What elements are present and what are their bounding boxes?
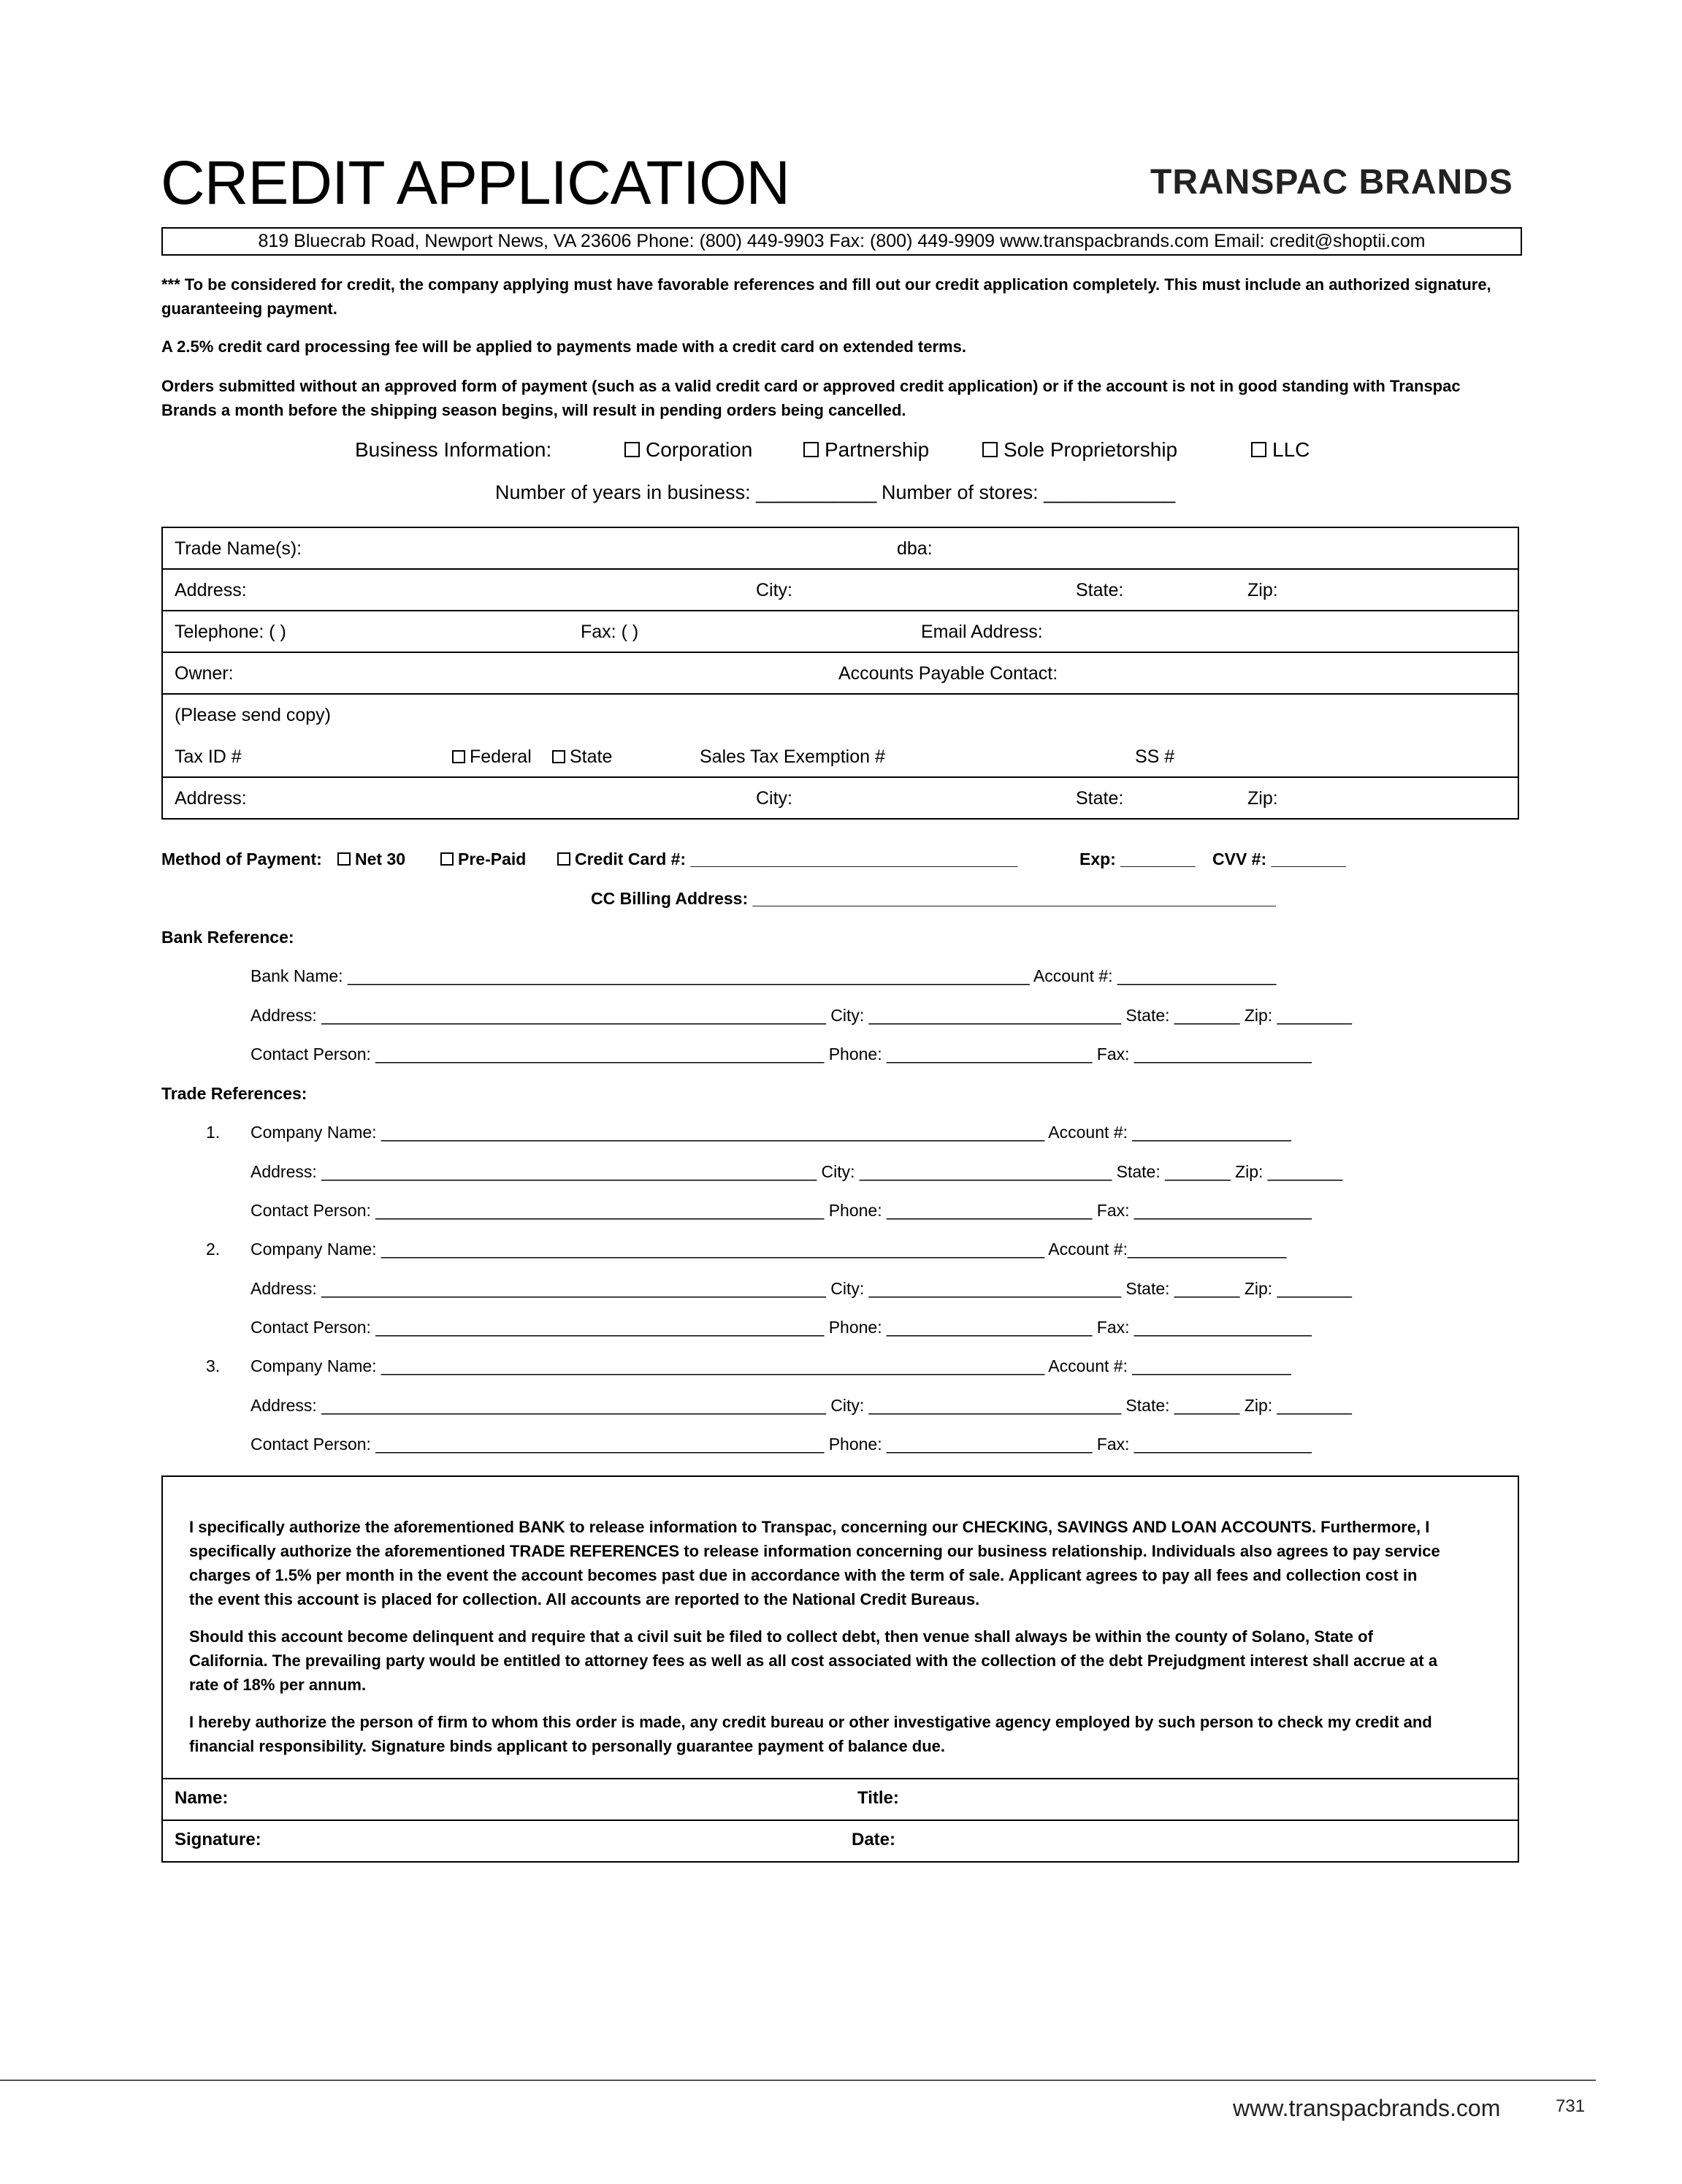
signature-date-row: [163, 1820, 1518, 1861]
checkbox-icon: [452, 750, 465, 763]
trade-ref-company-field[interactable]: Company Name: _______________________________________________________________________ Account #:_________________: [251, 1240, 1287, 1259]
years-in-business-field[interactable]: Number of years in business: ___________: [495, 481, 877, 503]
city-field[interactable]: City:: [756, 580, 792, 600]
option-partnership[interactable]: Partnership: [803, 438, 929, 462]
bank-name-field[interactable]: Bank Name: _________________________________________________________________________ Account #: _________________: [251, 966, 1277, 985]
city-field-2[interactable]: City:: [756, 788, 792, 809]
checkbox-icon: [624, 442, 640, 457]
exp-field[interactable]: Exp: ________: [1079, 849, 1196, 868]
email-field[interactable]: Email Address:: [921, 622, 1043, 642]
table-row: [163, 778, 1518, 820]
trade-ref-company-field[interactable]: Company Name: _______________________________________________________________________ Account #: _________________: [251, 1356, 1291, 1375]
ss-field[interactable]: SS #: [1135, 747, 1175, 767]
net30-checkbox[interactable]: Net 30: [337, 849, 405, 869]
table-row: [163, 528, 1518, 570]
checkbox-icon: [557, 852, 570, 866]
contact-line: 819 Bluecrab Road, Newport News, VA 23606 Phone: (800) 449-9903 Fax: (800) 449-9909 www.transpacbrands.com Email: credit@shoptii.com: [161, 227, 1522, 256]
option-corporation[interactable]: Corporation: [624, 438, 752, 462]
prepaid-checkbox[interactable]: Pre-Paid: [440, 849, 526, 869]
trade-ref-number: 3.: [206, 1356, 221, 1375]
checkbox-icon: [1251, 442, 1266, 457]
federal-checkbox[interactable]: Federal: [452, 747, 532, 768]
authorization-paragraph-credit-check: I hereby authorize the person of firm to whom this order is made, any credit bureau or other investigative agency employed by such person to check my credit and financial responsibility. Signature binds applicant to personally guarantee payment of balance due.: [189, 1713, 1432, 1755]
owner-field[interactable]: Owner:: [175, 663, 234, 684]
checkbox-icon: [552, 750, 565, 763]
cvv-field[interactable]: CVV #: ________: [1212, 849, 1346, 868]
checkbox-icon: [982, 442, 998, 457]
authorization-paragraph-delinquent: Should this account become delinquent and require that a civil suit be filed to collect debt, then venue shall always be within the county of Solano, State of California. The prevailing party would be entitled to attorney fees as well as all cost associated with the collection of the debt Prejudgment interest shall accrue at a rate of 18% per annum.: [189, 1627, 1438, 1694]
state-field[interactable]: State:: [1076, 580, 1124, 600]
title-field[interactable]: Title:: [857, 1788, 899, 1808]
fax-field[interactable]: Fax: ( ): [581, 622, 639, 642]
trade-ref-address-field[interactable]: Address: _____________________________________________________ City: ___________________________ State: _______ Zip: ________: [251, 1162, 1343, 1181]
checkbox-icon: [337, 852, 351, 866]
table-row: [163, 611, 1518, 653]
trade-ref-number: 2.: [206, 1240, 221, 1259]
checkbox-icon: [803, 442, 819, 457]
bank-reference-heading: Bank Reference:: [161, 928, 294, 947]
trade-ref-address-field[interactable]: Address: ______________________________________________________ City: ___________________________ State: _______ Zip: ________: [251, 1396, 1352, 1415]
bank-contact-field[interactable]: Contact Person: ________________________________________________ Phone: ______________________ Fax: ___________________: [251, 1045, 1312, 1064]
name-field[interactable]: Name:: [175, 1788, 229, 1808]
table-row: [163, 570, 1518, 611]
sales-tax-field[interactable]: Sales Tax Exemption #: [700, 747, 885, 767]
cc-billing-address-field[interactable]: CC Billing Address: ________________________________________________________: [591, 889, 1276, 908]
checkbox-icon: [440, 852, 454, 866]
authorization-paragraph-bank: I specifically authorize the aforementioned BANK to release information to Transpac, concerning our CHECKING, SAVINGS AND LOAN ACCOUNTS. Furthermore, I specifically authorize the aforementioned TRADE REFERENCES to release information concerning our business relationship. Individuals also agrees to pay service charges of 1.5% per month in the event the account becomes past due in accordance with the term of sale. Applicant agrees to pay all fees and collection cost in the event this account is placed for collection. All accounts are reported to the National Credit Bureaus.: [189, 1518, 1440, 1608]
company-info-table: [161, 527, 1519, 820]
zip-field[interactable]: Zip:: [1247, 580, 1278, 600]
address-field-2[interactable]: Address:: [175, 788, 247, 809]
trade-references-heading: Trade References:: [161, 1084, 307, 1103]
footer-url: www.transpacbrands.com: [1233, 2095, 1501, 2121]
authorization-text: [189, 1515, 1445, 1771]
trade-ref-contact-field[interactable]: Contact Person: ________________________________________________ Phone: ______________________ Fax: ___________________: [251, 1318, 1312, 1337]
table-row: [163, 695, 1518, 736]
bank-address-field[interactable]: Address: ______________________________________________________ City: ___________________________ State: _______ Zip: ________: [251, 1006, 1352, 1025]
payment-method-label: Method of Payment:: [161, 849, 322, 868]
table-row: [163, 736, 1518, 778]
signature-field[interactable]: Signature:: [175, 1830, 261, 1849]
notice-fee: A 2.5% credit card processing fee will be applied to payments made with a credit card on extended terms.: [161, 337, 966, 356]
trade-name-field[interactable]: Trade Name(s):: [175, 538, 302, 559]
name-title-row: [163, 1778, 1518, 1820]
option-sole-proprietorship[interactable]: Sole Proprietorship: [982, 438, 1177, 462]
state-field-2[interactable]: State:: [1076, 788, 1124, 809]
notice-credit: *** To be considered for credit, the company applying must have favorable references and fill out our credit application completely. This must include an authorized signature, guaranteeing payment.: [161, 275, 1491, 318]
credit-card-field[interactable]: Credit Card #: ___________________________________: [557, 849, 1017, 869]
dba-field[interactable]: dba:: [897, 538, 933, 559]
ap-contact-field[interactable]: Accounts Payable Contact:: [838, 663, 1058, 684]
trade-ref-company-field[interactable]: Company Name: _______________________________________________________________________ Account #: _________________: [251, 1123, 1291, 1142]
table-row: [163, 653, 1518, 695]
trade-ref-contact-field[interactable]: Contact Person: ________________________________________________ Phone: ______________________ Fax: ___________________: [251, 1435, 1312, 1454]
address-field[interactable]: Address:: [175, 580, 247, 600]
footer-divider: [0, 2080, 1596, 2081]
option-llc[interactable]: LLC: [1251, 438, 1310, 462]
trade-ref-address-field[interactable]: Address: ______________________________________________________ City: ___________________________ State: _______ Zip: ________: [251, 1279, 1352, 1298]
page-number: 731: [1556, 2096, 1586, 2116]
business-info-label: Business Information:: [355, 438, 552, 461]
zip-field-2[interactable]: Zip:: [1247, 788, 1278, 809]
date-field[interactable]: Date:: [852, 1830, 896, 1849]
authorization-box: [161, 1475, 1519, 1863]
send-copy-note: (Please send copy): [175, 705, 332, 725]
trade-ref-contact-field[interactable]: Contact Person: ________________________________________________ Phone: ______________________ Fax: ___________________: [251, 1201, 1312, 1220]
number-of-stores-field[interactable]: Number of stores: ____________: [882, 481, 1176, 503]
tax-id-field[interactable]: Tax ID #: [175, 747, 242, 767]
notice-orders: Orders submitted without an approved form of payment (such as a valid credit card or approved credit application) or if the account is not in good standing with Transpac Brands a month before the shipping season begins, will result in pending orders being cancelled.: [161, 377, 1461, 419]
trade-ref-number: 1.: [206, 1123, 221, 1142]
telephone-field[interactable]: Telephone: ( ): [175, 622, 286, 642]
state-checkbox[interactable]: State: [552, 747, 612, 768]
brand-logo: TRANSPAC BRANDS: [1150, 163, 1513, 202]
page-title: CREDIT APPLICATION: [161, 148, 790, 217]
